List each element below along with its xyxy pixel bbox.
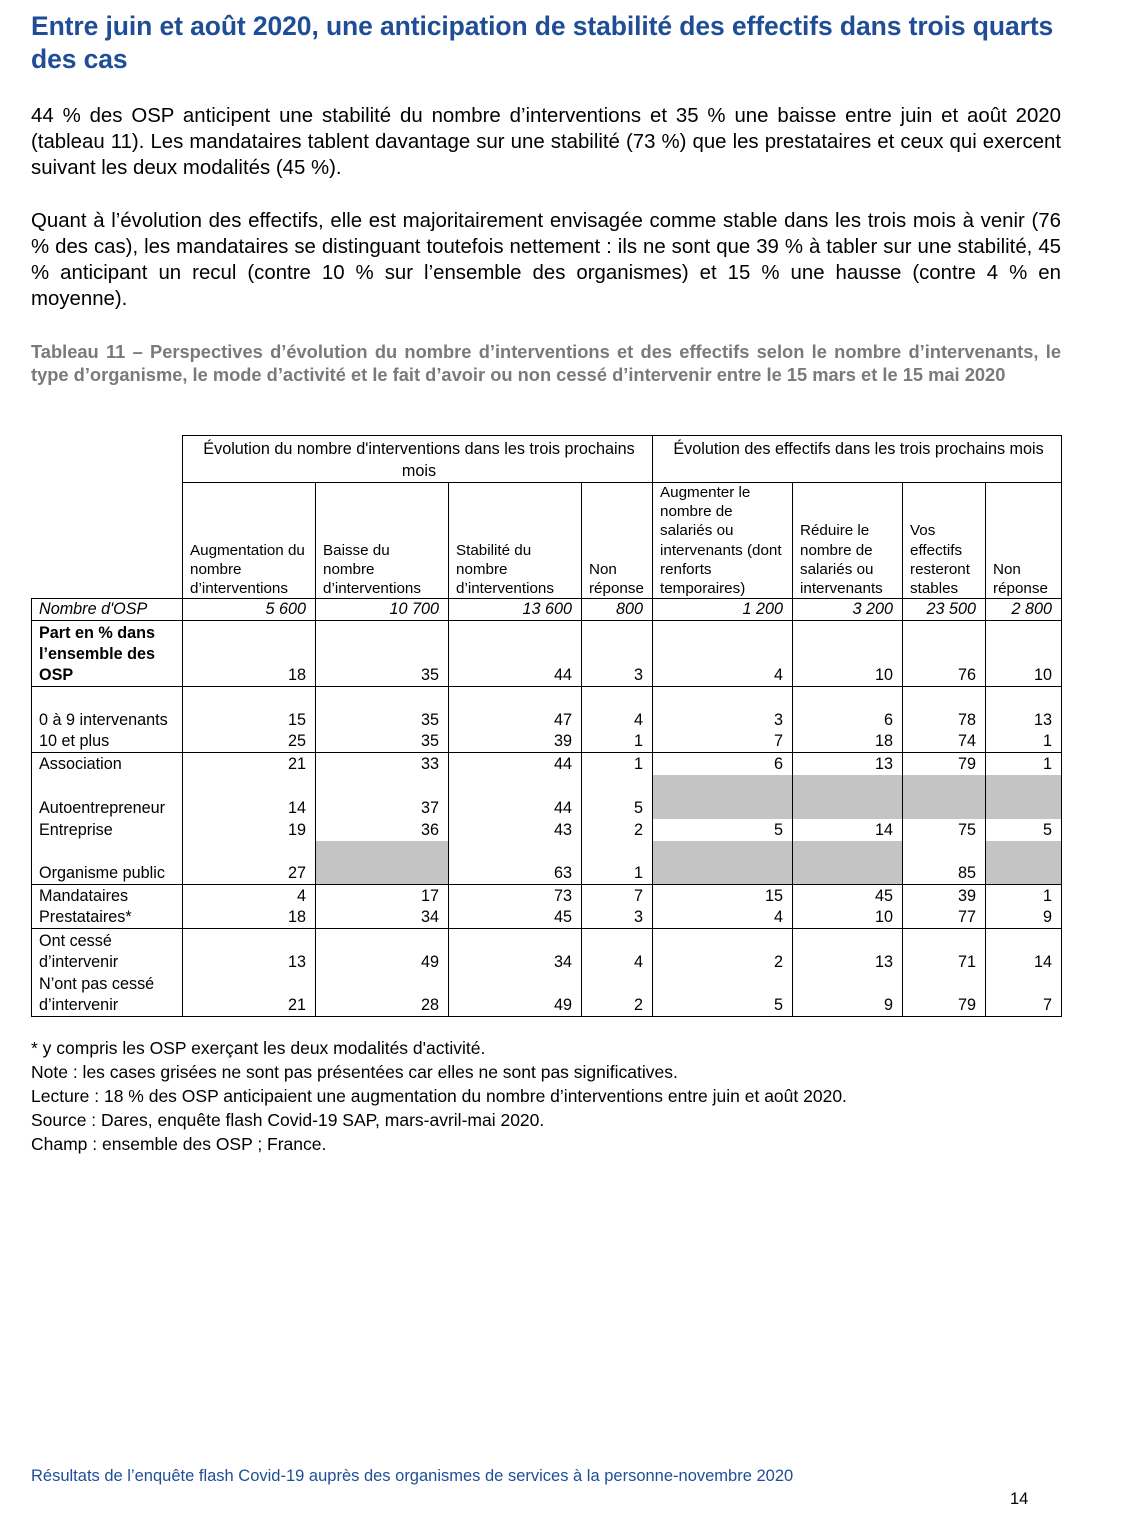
table-cell: 71 xyxy=(903,929,986,973)
table-cell: 37 xyxy=(316,775,449,819)
table-cell: 75 xyxy=(903,819,986,841)
table-cell: 5 xyxy=(653,973,793,1017)
table-cell: 45 xyxy=(449,907,582,929)
col-header: Stabilité du nombre d’interventions xyxy=(449,483,582,599)
table-cell: 3 xyxy=(582,621,653,687)
table-cell: 18 xyxy=(183,907,316,929)
table-cell: 34 xyxy=(316,907,449,929)
table-cell: 39 xyxy=(449,731,582,753)
row-label: Autoentrepreneur xyxy=(32,775,183,819)
table-row xyxy=(32,841,1062,885)
table-cell: 79 xyxy=(903,753,986,775)
row-label: Mandataires xyxy=(32,885,183,907)
table-row xyxy=(32,731,1062,753)
table-cell: 14 xyxy=(793,819,903,841)
table-cell: 2 xyxy=(582,973,653,1017)
masked-cell xyxy=(316,841,449,885)
row-label: Entreprise xyxy=(32,819,183,841)
col-header: Non réponse xyxy=(582,483,653,599)
note-line: Note : les cases grisées ne sont pas présentées car elles ne sont pas significatives. xyxy=(31,1062,678,1082)
table-cell: 1 xyxy=(986,885,1062,907)
col-header: Non réponse xyxy=(986,483,1062,599)
table-cell: 18 xyxy=(183,621,316,687)
group-header-effectifs: Évolution des effectifs dans les trois prochains mois xyxy=(653,436,1062,483)
masked-cell xyxy=(653,775,793,819)
table-cell: 13 xyxy=(986,687,1062,731)
table-cell: 74 xyxy=(903,731,986,753)
note-line: * y compris les OSP exerçant les deux modalités d'activité. xyxy=(31,1038,486,1058)
table-cell: 78 xyxy=(903,687,986,731)
table-cell: 9 xyxy=(793,973,903,1017)
table-cell: 4 xyxy=(582,687,653,731)
table-row xyxy=(32,885,1062,907)
table-cell: 35 xyxy=(316,687,449,731)
table-cell: 47 xyxy=(449,687,582,731)
row-label: Association xyxy=(32,753,183,775)
table-cell: 2 xyxy=(653,929,793,973)
table-cell: 5 xyxy=(582,775,653,819)
table-cell: 79 xyxy=(903,973,986,1017)
table-row xyxy=(32,775,1062,819)
table-cell: 44 xyxy=(449,621,582,687)
table-cell: 28 xyxy=(316,973,449,1017)
masked-cell xyxy=(986,841,1062,885)
table-row xyxy=(32,687,1062,731)
document-page xyxy=(31,0,1061,1485)
table-cell: 2 800 xyxy=(986,599,1062,621)
table-caption: Tableau 11 – Perspectives d’évolution du nombre d’interventions et des effectifs selon le nombre d’intervenants, le type d’organisme, le mode d’activité et le fait d’avoir ou non cessé d’intervenir entre le 15 mars et le 15 mai 2020 xyxy=(31,341,1061,385)
empty-corner xyxy=(32,483,183,599)
table-cell: 1 xyxy=(986,753,1062,775)
table-cell: 76 xyxy=(903,621,986,687)
row-label: 0 à 9 intervenants xyxy=(32,687,183,731)
masked-cell xyxy=(903,775,986,819)
col-header: Vos effectifs resteront stables xyxy=(903,483,986,599)
table-cell: 2 xyxy=(582,819,653,841)
note-line: Source : Dares, enquête flash Covid-19 SAP, mars-avril-mai 2020. xyxy=(31,1110,545,1130)
table-row xyxy=(32,753,1062,775)
table-cell: 4 xyxy=(582,929,653,973)
table-cell: 17 xyxy=(316,885,449,907)
table-cell: 23 500 xyxy=(903,599,986,621)
table-cell: 5 xyxy=(986,819,1062,841)
section-title: Entre juin et août 2020, une anticipation de stabilité des effectifs dans trois quarts des cas xyxy=(31,11,1054,74)
table-cell: 13 xyxy=(183,929,316,973)
row-label: Ont cessé d’intervenir xyxy=(32,929,183,973)
col-header: Baisse du nombre d’interventions xyxy=(316,483,449,599)
table-cell: 3 xyxy=(582,907,653,929)
table-cell: 35 xyxy=(316,731,449,753)
table-cell: 19 xyxy=(183,819,316,841)
table-cell: 33 xyxy=(316,753,449,775)
table-row xyxy=(32,819,1062,841)
table-cell: 800 xyxy=(582,599,653,621)
row-label: Prestataires* xyxy=(32,907,183,929)
table-cell: 14 xyxy=(183,775,316,819)
table-cell: 14 xyxy=(986,929,1062,973)
table-cell: 4 xyxy=(653,907,793,929)
row-label: Nombre d'OSP xyxy=(32,599,183,621)
row-part-ensemble xyxy=(32,621,1062,687)
table-cell: 10 xyxy=(793,907,903,929)
table-cell: 6 xyxy=(793,687,903,731)
table-cell: 49 xyxy=(449,973,582,1017)
table-cell: 5 xyxy=(653,819,793,841)
table-cell: 27 xyxy=(183,841,316,885)
row-label: 10 et plus xyxy=(32,731,183,753)
table-cell: 21 xyxy=(183,753,316,775)
empty-corner xyxy=(32,436,183,483)
table-cell: 1 xyxy=(582,841,653,885)
paragraph-1: 44 % des OSP anticipent une stabilité du nombre d’interventions et 35 % une baisse entre juin et août 2020 (tableau 11). Les mandataires tablent davantage sur une stabilité (73 %) que les prestataires et ceux qui exercent suivant les deux modalités (45 %). xyxy=(31,105,1061,179)
table-cell: 1 200 xyxy=(653,599,793,621)
table-cell: 13 xyxy=(793,753,903,775)
table-cell: 35 xyxy=(316,621,449,687)
table-cell: 7 xyxy=(986,973,1062,1017)
masked-cell xyxy=(793,841,903,885)
table-cell: 4 xyxy=(653,621,793,687)
row-label: Organisme public xyxy=(32,841,183,885)
table-cell: 1 xyxy=(582,753,653,775)
table-notes xyxy=(31,1036,847,1156)
table-cell: 3 xyxy=(653,687,793,731)
data-table xyxy=(31,435,1062,1017)
col-header: Augmenter le nombre de salariés ou intervenants (dont renforts temporaires) xyxy=(653,483,793,599)
table-cell: 21 xyxy=(183,973,316,1017)
table-cell: 85 xyxy=(903,841,986,885)
table-cell: 44 xyxy=(449,753,582,775)
table-cell: 7 xyxy=(653,731,793,753)
table-cell: 45 xyxy=(793,885,903,907)
row-label: N’ont pas cessé d’intervenir xyxy=(32,973,183,1017)
page-number: 14 xyxy=(1010,1490,1029,1508)
table-row xyxy=(32,907,1062,929)
table-cell: 13 xyxy=(793,929,903,973)
row-nombre-osp xyxy=(32,599,1062,621)
table-cell: 39 xyxy=(903,885,986,907)
note-line: Lecture : 18 % des OSP anticipaient une augmentation du nombre d’interventions entre juin et août 2020. xyxy=(31,1086,847,1106)
table-cell: 25 xyxy=(183,731,316,753)
masked-cell xyxy=(653,841,793,885)
table-cell: 10 xyxy=(793,621,903,687)
paragraph-2: Quant à l’évolution des effectifs, elle est majoritairement envisagée comme stable dans les trois mois à venir (76 % des cas), les mandataires se distinguant toutefois nettement : ils ne sont que 39 % à tabler sur une stabilité, 45 % anticipant un recul (contre 10 % sur l’ensemble des organismes) et 15 % une hausse (contre 4 % en moyenne). xyxy=(31,210,1061,310)
table-cell: 15 xyxy=(653,885,793,907)
table-row xyxy=(32,929,1062,973)
table-cell: 13 600 xyxy=(449,599,582,621)
table-cell: 77 xyxy=(903,907,986,929)
table-cell: 73 xyxy=(449,885,582,907)
col-header: Réduire le nombre de salariés ou intervenants xyxy=(793,483,903,599)
note-line: Champ : ensemble des OSP ; France. xyxy=(31,1134,327,1154)
table-cell: 3 200 xyxy=(793,599,903,621)
table-cell: 44 xyxy=(449,775,582,819)
masked-cell xyxy=(793,775,903,819)
table-cell: 9 xyxy=(986,907,1062,929)
table-cell: 6 xyxy=(653,753,793,775)
col-header: Augmentation du nombre d’interventions xyxy=(183,483,316,599)
table-cell: 36 xyxy=(316,819,449,841)
table-cell: 10 xyxy=(986,621,1062,687)
table-cell: 18 xyxy=(793,731,903,753)
table-cell: 5 600 xyxy=(183,599,316,621)
page-footer: Résultats de l’enquête flash Covid-19 auprès des organismes de services à la personne-novembre 2020 xyxy=(31,1467,794,1485)
table-cell: 63 xyxy=(449,841,582,885)
table-cell: 1 xyxy=(582,731,653,753)
table-cell: 15 xyxy=(183,687,316,731)
masked-cell xyxy=(986,775,1062,819)
table-cell: 10 700 xyxy=(316,599,449,621)
table-cell: 7 xyxy=(582,885,653,907)
row-label: Part en % dans l’ensemble des OSP xyxy=(32,621,183,687)
table-row xyxy=(32,973,1062,1017)
group-header-interventions: Évolution du nombre d'interventions dans les trois prochains mois xyxy=(183,436,653,483)
table-cell: 43 xyxy=(449,819,582,841)
table-cell: 49 xyxy=(316,929,449,973)
table-cell: 4 xyxy=(183,885,316,907)
table-cell: 34 xyxy=(449,929,582,973)
table-cell: 1 xyxy=(986,731,1062,753)
